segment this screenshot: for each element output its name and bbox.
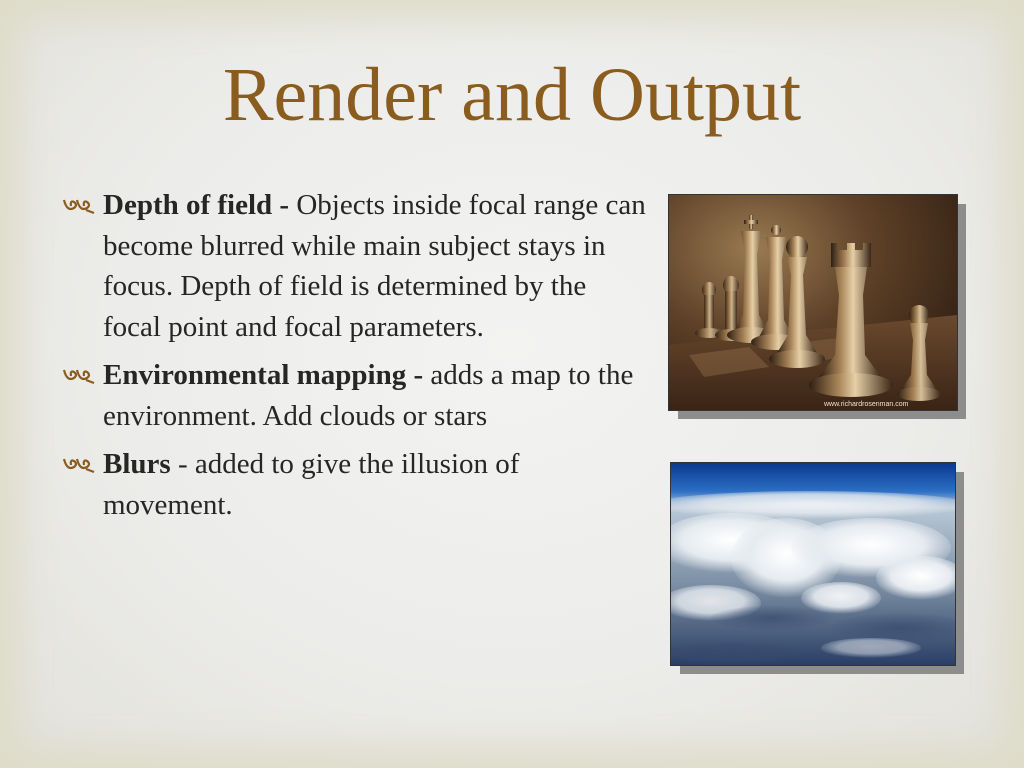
bullet-list xyxy=(60,185,650,533)
bullet-item-depth-of-field xyxy=(60,185,650,347)
bullet-item-environmental-mapping xyxy=(60,355,650,436)
bullet-item-blurs xyxy=(60,444,650,525)
bullet-term: Environmental mapping - xyxy=(103,359,424,391)
chess-pieces-picture xyxy=(669,195,957,410)
double-curl-bullet-icon xyxy=(62,456,96,474)
slide-title: Render and Output xyxy=(222,53,802,137)
bullet-text: Objects inside focal range can become blurred while main subject stays in focus. Depth of field is determined by the focal point and focal parameters. xyxy=(103,189,646,343)
bullet-text: - added to give the illusion of movement. xyxy=(103,448,520,521)
double-curl-bullet-icon xyxy=(62,367,96,385)
clouds-image xyxy=(670,462,956,666)
bullet-text: adds a map to the environment. Add clouds or stars xyxy=(103,359,634,432)
image-watermark: www.richardrosenman.com xyxy=(824,401,909,408)
bullet-term: Depth of field - xyxy=(103,189,290,221)
chess-pieces-image xyxy=(668,194,958,411)
clouds-picture xyxy=(671,463,955,665)
bullet-term: Blurs xyxy=(103,448,171,480)
double-curl-bullet-icon xyxy=(62,197,96,215)
